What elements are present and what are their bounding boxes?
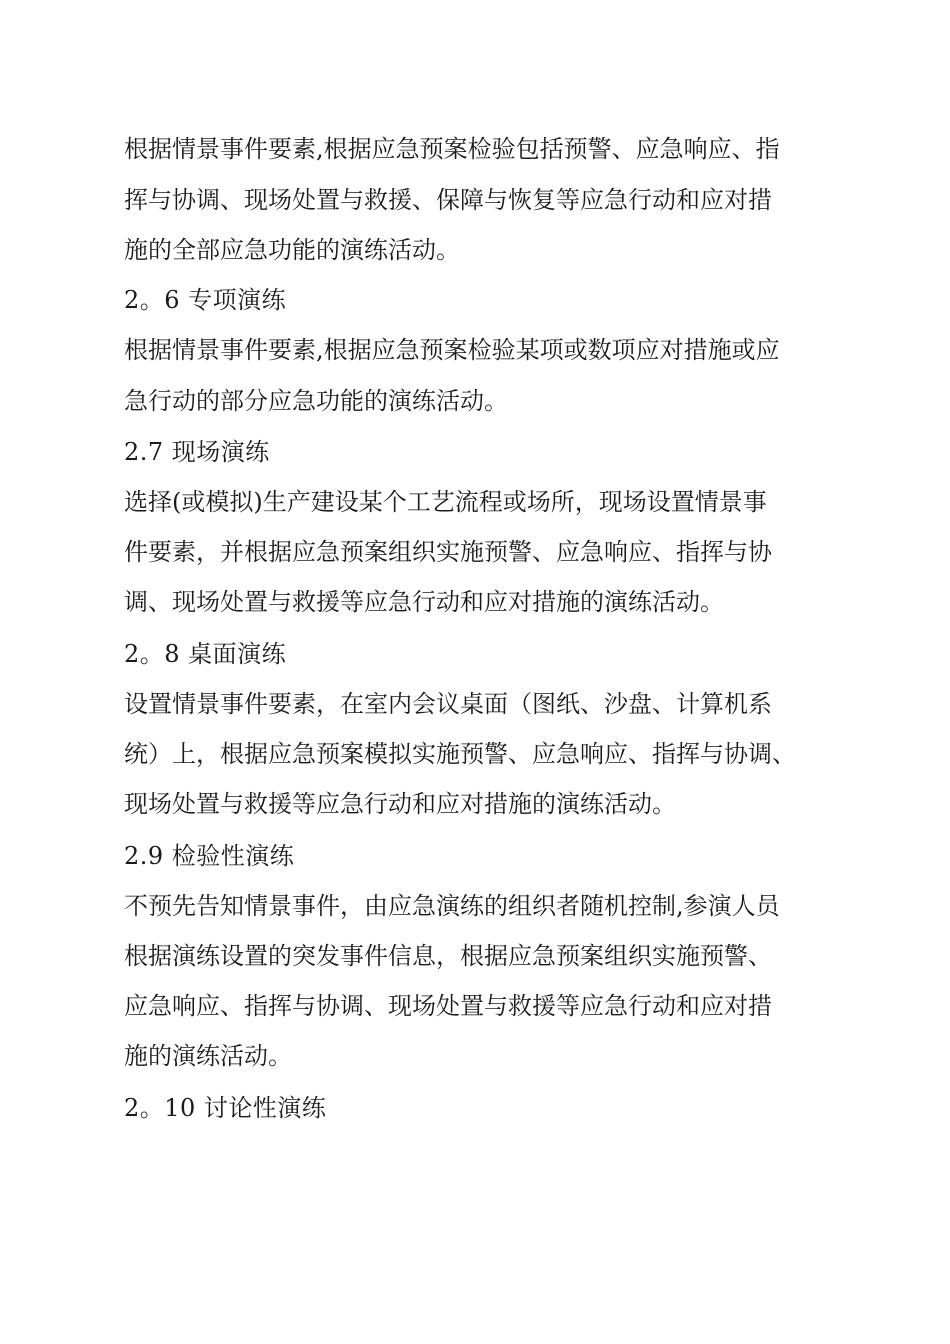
paragraph-line: 根据演练设置的突发事件信息，根据应急预案组织实施预警、 (124, 942, 772, 970)
paragraph-line: 应急响应、指挥与协调、现场处置与救援等应急行动和应对措 (124, 992, 772, 1020)
paragraph-line: 挥与协调、现场处置与救援、保障与恢复等应急行动和应对措 (124, 186, 772, 214)
section-heading-2-10: 2。10 讨论性演练 (124, 1094, 327, 1122)
paragraph-line: 施的全部应急功能的演练活动。 (124, 236, 460, 264)
paragraph-line: 选择(或模拟)生产建设某个工艺流程或场所，现场设置情景事 (124, 488, 767, 516)
paragraph-line: 统）上，根据应急预案模拟实施预警、应急响应、指挥与协调、 (124, 740, 796, 768)
section-heading-2-6: 2。6 专项演练 (124, 286, 287, 314)
section-heading-2-9: 2.9 检验性演练 (124, 842, 295, 870)
section-heading-2-8: 2。8 桌面演练 (124, 640, 287, 668)
paragraph-line: 调、现场处置与救援等应急行动和应对措施的演练活动。 (124, 588, 724, 616)
paragraph-line: 根据情景事件要素,根据应急预案检验包括预警、应急响应、指 (124, 135, 780, 163)
paragraph-line: 不预先告知情景事件，由应急演练的组织者随机控制,参演人员 (124, 892, 780, 920)
paragraph-line: 急行动的部分应急功能的演练活动。 (124, 387, 508, 415)
paragraph-line: 现场处置与救援等应急行动和应对措施的演练活动。 (124, 790, 676, 818)
paragraph-line: 设置情景事件要素，在室内会议桌面（图纸、沙盘、计算机系 (124, 690, 772, 718)
paragraph-line: 施的演练活动。 (124, 1042, 292, 1070)
paragraph-line: 根据情景事件要素,根据应急预案检验某项或数项应对措施或应 (124, 336, 780, 364)
paragraph-line: 件要素，并根据应急预案组织实施预警、应急响应、指挥与协 (124, 538, 772, 566)
section-heading-2-7: 2.7 现场演练 (124, 438, 270, 466)
